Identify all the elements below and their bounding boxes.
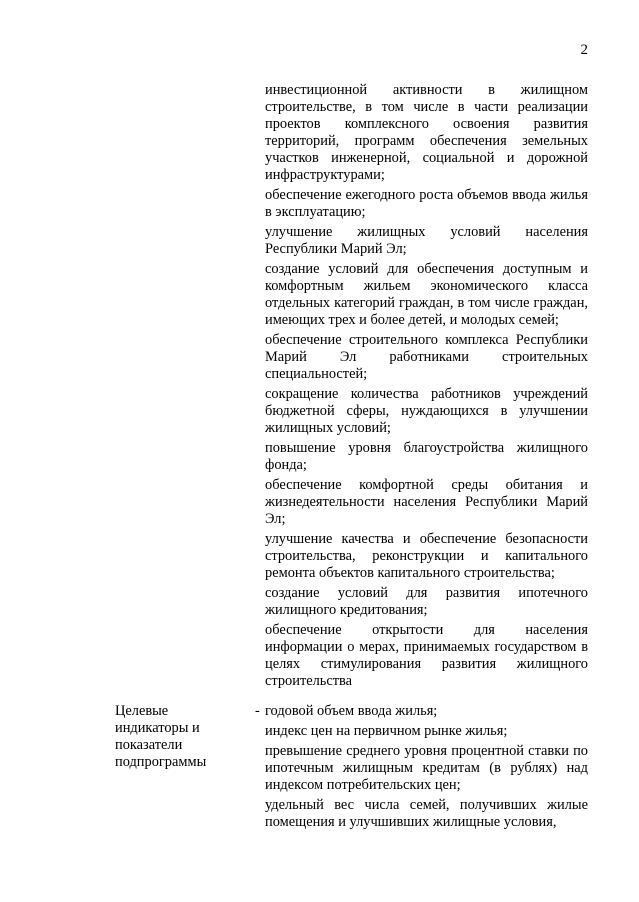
goal-paragraph: создание условий для развития ипотечного жилищного кредитования; [265,584,588,618]
indicators-section-label: Целевые индикаторы и показатели подпрограммы [115,703,207,771]
page-number: 2 [580,42,588,58]
goal-paragraph: улучшение качества и обеспечение безопасности строительства, реконструкции и капитального ремонта объектов капитального строительства; [265,530,588,582]
indicators-dash: - [255,703,260,719]
goal-paragraph: обеспечение комфортной среды обитания и жизнедеятельности населения Республики Марий Эл; [265,476,588,528]
goal-paragraph: обеспечение открытости для населения информации о мерах, принимаемых государством в целях стимулирования развития жилищного строительства [265,621,588,689]
goal-paragraph: сокращение количества работников учреждений бюджетной сферы, нуждающихся в улучшении жилищных условий; [265,386,588,437]
indicator-item: удельный вес числа семей, получивших жилые помещения и улучшивших жилищные условия, [265,796,588,830]
goal-paragraph: инвестиционной активности в жилищном строительстве, в том числе в части реализации проектов комплексного освоения развития территорий, программ обеспечения земельных участков инженерной, социальной и дорожной инфраструктурами; [265,82,588,184]
indicator-item: индекс цен на первичном рынке жилья; [265,722,508,739]
indicators-text-block [265,703,588,833]
goal-paragraph: обеспечение ежегодного роста объемов ввода жилья в эксплуатацию; [265,187,588,221]
goals-text-block [265,82,588,693]
goal-paragraph: повышение уровня благоустройства жилищного фонда; [265,440,588,474]
goal-paragraph: создание условий для обеспечения доступным и комфортным жильем экономического класса отдельных категорий граждан, в том числе граждан, имеющих трех и более детей, и молодых семей; [265,261,588,329]
indicator-item: превышение среднего уровня процентной ставки по ипотечным жилищным кредитам (в рублях) над индексом потребительских цен; [265,742,588,793]
indicator-item: годовой объем ввода жилья; [265,703,438,719]
goal-paragraph: обеспечение строительного комплекса Республики Марий Эл работниками строительных специальностей; [265,332,588,383]
goal-paragraph: улучшение жилищных условий населения Республики Марий Эл; [265,224,588,258]
